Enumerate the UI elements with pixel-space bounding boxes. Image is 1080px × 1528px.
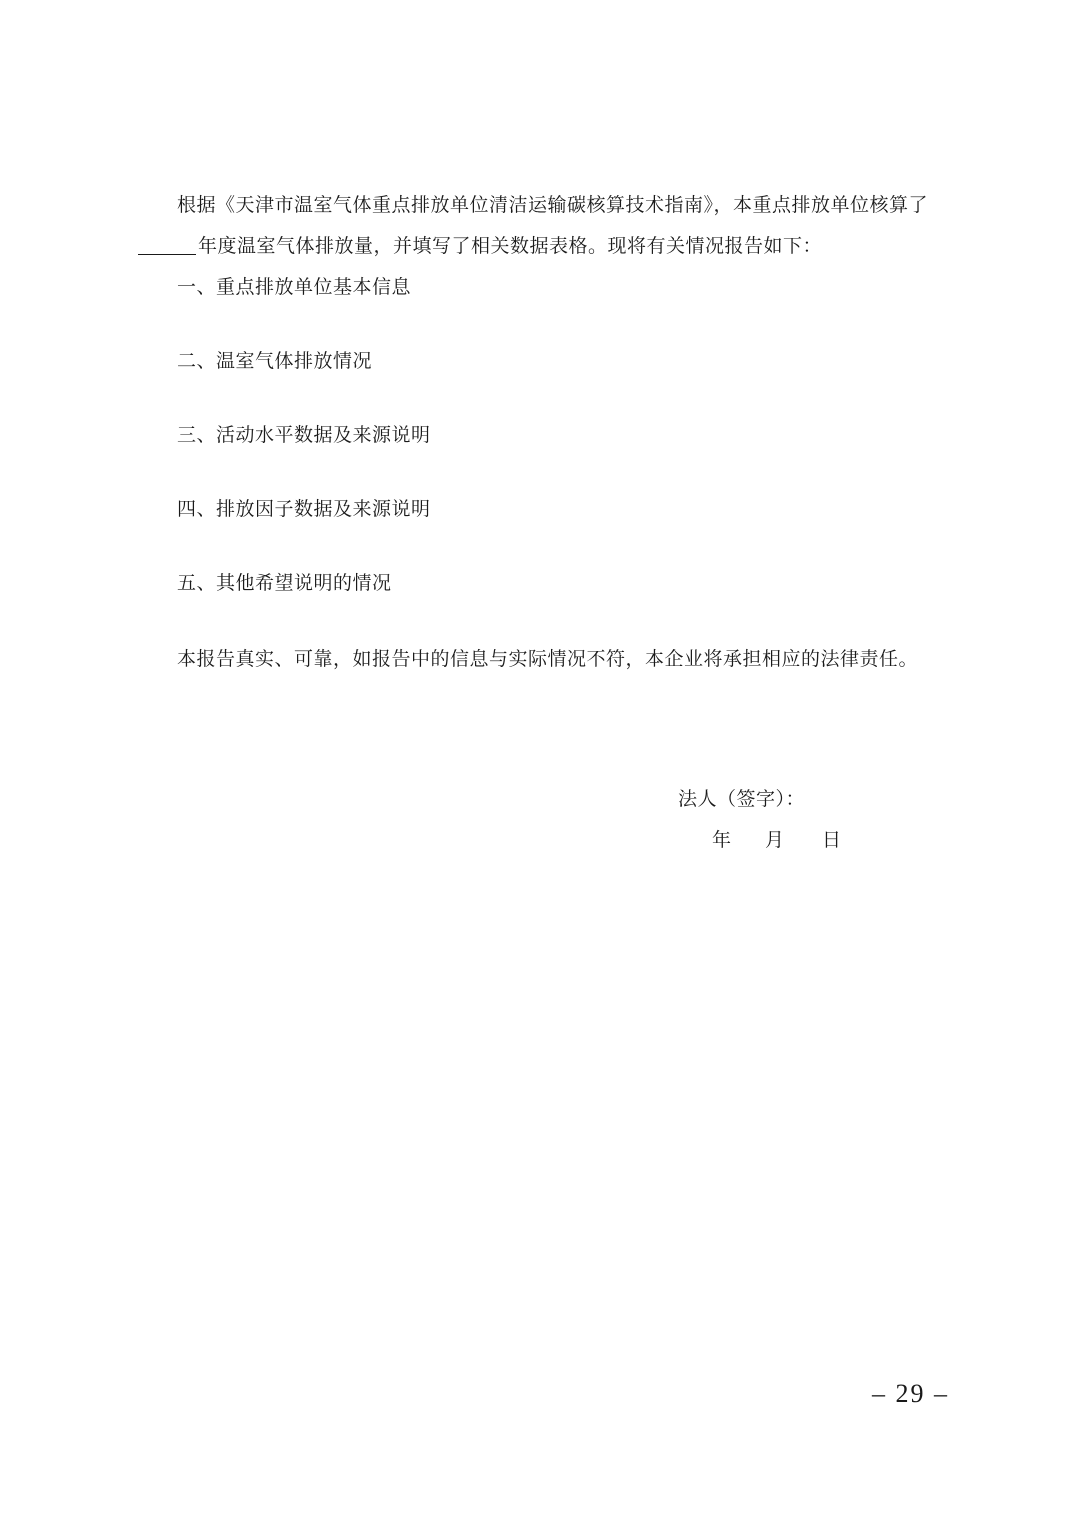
declaration-text: 本报告真实、可靠，如报告中的信息与实际情况不符，本企业将承担相应的法律责任。	[177, 648, 919, 670]
section-heading-1: 一、重点排放单位基本信息	[177, 276, 412, 298]
date-year-label: 年	[712, 829, 732, 851]
section-heading-3: 三、活动水平数据及来源说明	[177, 424, 431, 446]
date-month-label: 月	[765, 829, 785, 851]
section-heading-2: 二、温室气体排放情况	[177, 350, 373, 372]
year-blank-field[interactable]	[138, 234, 196, 255]
page-number: – 29 –	[872, 1379, 949, 1408]
intro-line-2-text: 年度温室气体排放量，并填写了相关数据表格。现将有关情况报告如下：	[198, 235, 823, 257]
signature-label: 法人（签字）：	[678, 788, 806, 810]
date-day-label: 日	[822, 829, 842, 851]
intro-line-1: 根据《天津市温室气体重点排放单位清洁运输碳核算技术指南》，本重点排放单位核算了	[177, 194, 929, 216]
section-heading-5: 五、其他希望说明的情况	[177, 572, 392, 594]
intro-line-2	[138, 234, 822, 258]
section-heading-4: 四、排放因子数据及来源说明	[177, 498, 431, 520]
